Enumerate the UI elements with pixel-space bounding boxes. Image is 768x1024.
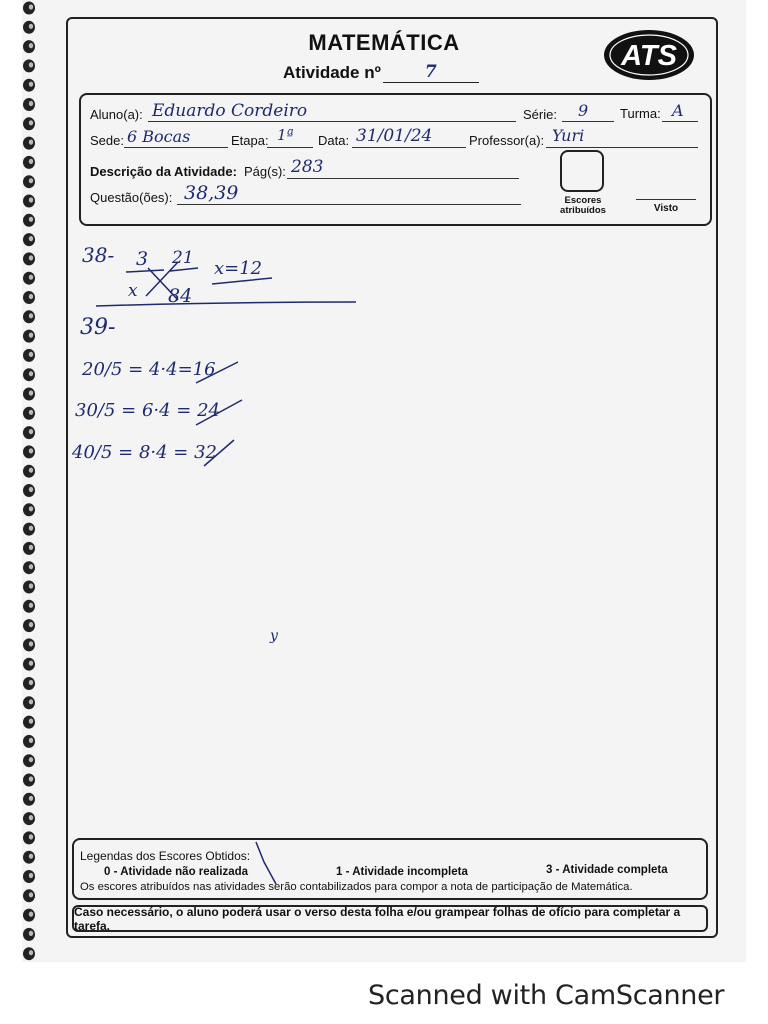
- scanner-watermark: Scanned with CamScanner: [368, 980, 725, 1011]
- student-label: Aluno(a):: [90, 107, 143, 122]
- class-label: Turma:: [620, 106, 661, 121]
- date-label: Data:: [318, 133, 350, 148]
- q38-numerator: 3: [136, 248, 149, 270]
- teacher-value: Yuri: [552, 126, 585, 145]
- date-value: 31/01/24: [356, 126, 433, 146]
- activity-number-value: 7: [424, 62, 437, 82]
- site-value: 6 Bocas: [127, 127, 191, 146]
- q39-label: 39-: [80, 315, 116, 340]
- activity-label: Atividade nº: [283, 63, 381, 82]
- teacher-label: Professor(a):: [469, 133, 545, 148]
- q38-label: 38-: [82, 243, 115, 267]
- scores-label: Escores atribuídos: [560, 195, 606, 216]
- logo-text: ATS: [621, 40, 677, 72]
- q38-denominator-2: 84: [168, 285, 193, 307]
- questions-value: 38,39: [184, 182, 239, 204]
- class-value: A: [672, 101, 684, 120]
- pages-value: 283: [291, 157, 324, 177]
- q38-numerator-2: 21: [172, 248, 194, 268]
- stage-label: Etapa:: [231, 133, 269, 148]
- grade-value: 9: [578, 101, 589, 120]
- legend-note: Os escores atribuídos nas atividades serão contabilizados para compor a nota de participação de Matemática.: [80, 881, 633, 893]
- legend-item-3: 3 - Atividade completa: [546, 864, 668, 876]
- page-title: MATEMÁTICA: [308, 30, 460, 55]
- site-label: Sede:: [90, 133, 124, 148]
- work-line-3: 40/5 = 8·4 = 32: [72, 442, 218, 463]
- visto-label: Visto: [653, 203, 679, 214]
- legend-item-1: 1 - Atividade incompleta: [336, 866, 468, 878]
- stray-mark: y: [270, 628, 278, 644]
- grade-label: Série:: [523, 107, 557, 122]
- legend-item-0: 0 - Atividade não realizada: [104, 866, 249, 878]
- description-label: Descrição da Atividade:: [90, 164, 237, 179]
- questions-label: Questão(ões):: [90, 190, 173, 205]
- pages-label: Pág(s):: [244, 164, 286, 179]
- work-line-1: 20/5 = 4·4=16: [82, 359, 216, 380]
- student-value: Eduardo Cordeiro: [152, 101, 308, 121]
- q38-denominator: x: [128, 281, 138, 301]
- legend-title: Legendas dos Escores Obtidos:: [80, 849, 251, 863]
- footer-note: Caso necessário, o aluno poderá usar o verso desta folha e/ou grampear folhas de ofício para completar a tarefa.: [74, 904, 681, 933]
- stage-value: 1ª: [277, 126, 294, 144]
- work-line-2: 30/5 = 6·4 = 24: [75, 400, 221, 421]
- q38-result: x=12: [214, 258, 263, 279]
- footer-note-box: [72, 905, 708, 932]
